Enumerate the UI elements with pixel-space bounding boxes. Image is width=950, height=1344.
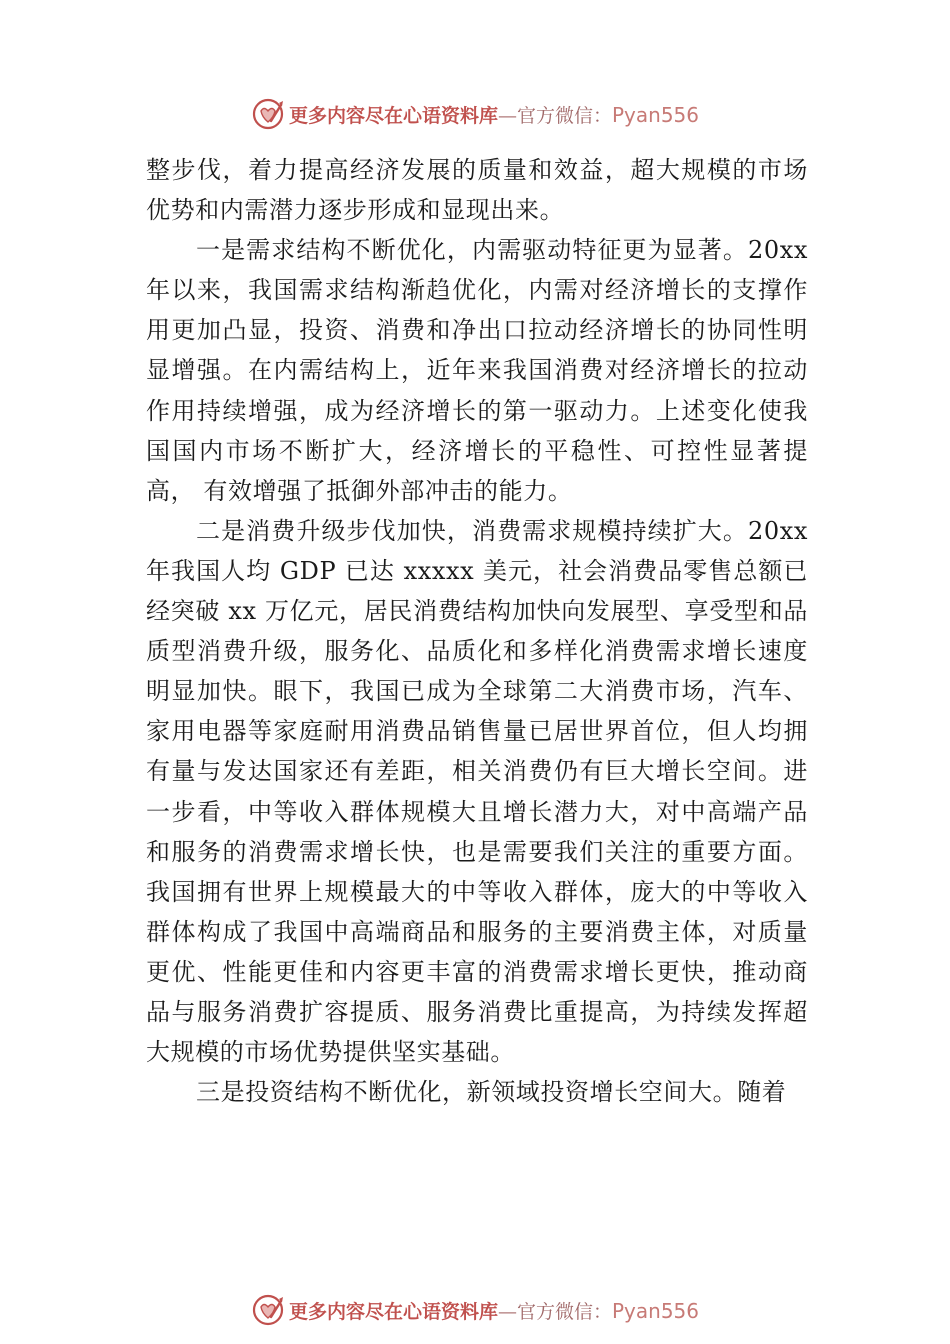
document-body — [146, 150, 808, 1112]
paragraph-investment-structure: 三是投资结构不断优化，新领域投资增长空间大。随着 — [196, 1078, 787, 1107]
paragraph-demand-structure: 一是需求结构不断优化，内需驱动特征更为显著。20xx年以来，我国需求结构渐趋优化，内需对经济增长的支撑作用更加凸显，投资、消费和净出口拉动经济增长的协同性明显增强。在内需结构上，近年来我国消费对经济增长的拉动作用持续增强，成为经济增长的第一驱动力。上述变化使我国国内市场不断扩大，经济增长的平稳性、可控性显著提高， 有效增强了抵御外部冲击的能力。 — [146, 236, 808, 505]
watermark-account: Pyan556 — [612, 1298, 700, 1323]
paragraph-consumption-upgrade: 二是消费升级步伐加快，消费需求规模持续扩大。20xx年我国人均 GDP 已达 xxxxx 美元，社会消费品零售总额已经突破 xx 万亿元，居民消费结构加快向发展型、享受型和品质型消费升级，服务化、品质化和多样化消费需求增长速度明显加快。眼下，我国已成为全球第二大消费市场，汽车、家用电器等家庭耐用消费品销售量已居世界首位，但人均拥有量与发达国家还有差距，相关消费仍有巨大增长空间。进一步看，中等收入群体规模大且增长潜力大，对中高端产品和服务的消费需求增长快，也是需要我们关注的重要方面。我国拥有世界上规模最大的中等收入群体，庞大的中等收入群体构成了我国中高端商品和服务的主要消费主体，对质量更优、性能更佳和内容更丰富的消费需求增长更快，推动商品与服务消费扩容提质、服务消费比重提高，为持续发挥超大规模的市场优势提供坚实基础。 — [146, 516, 808, 1067]
watermark-dash: — — [497, 104, 517, 127]
heart-pen-logo-icon — [251, 97, 285, 131]
footer-watermark — [0, 1290, 950, 1330]
watermark-label: 官方微信： — [516, 104, 612, 127]
watermark-site: 更多内容尽在心语资料库 — [288, 104, 498, 127]
paragraph-continuation: 整步伐，着力提高经济发展的质量和效益，超大规模的市场优势和内需潜力逐步形成和显现出来。 — [146, 156, 808, 225]
heart-pen-logo-icon — [251, 1293, 285, 1327]
watermark-dash: — — [497, 1300, 517, 1323]
header-watermark — [0, 94, 950, 134]
watermark-site: 更多内容尽在心语资料库 — [288, 1300, 498, 1323]
watermark-account: Pyan556 — [612, 102, 700, 127]
watermark-text — [289, 101, 699, 128]
watermark-label: 官方微信： — [516, 1300, 612, 1323]
watermark-text — [289, 1297, 699, 1324]
